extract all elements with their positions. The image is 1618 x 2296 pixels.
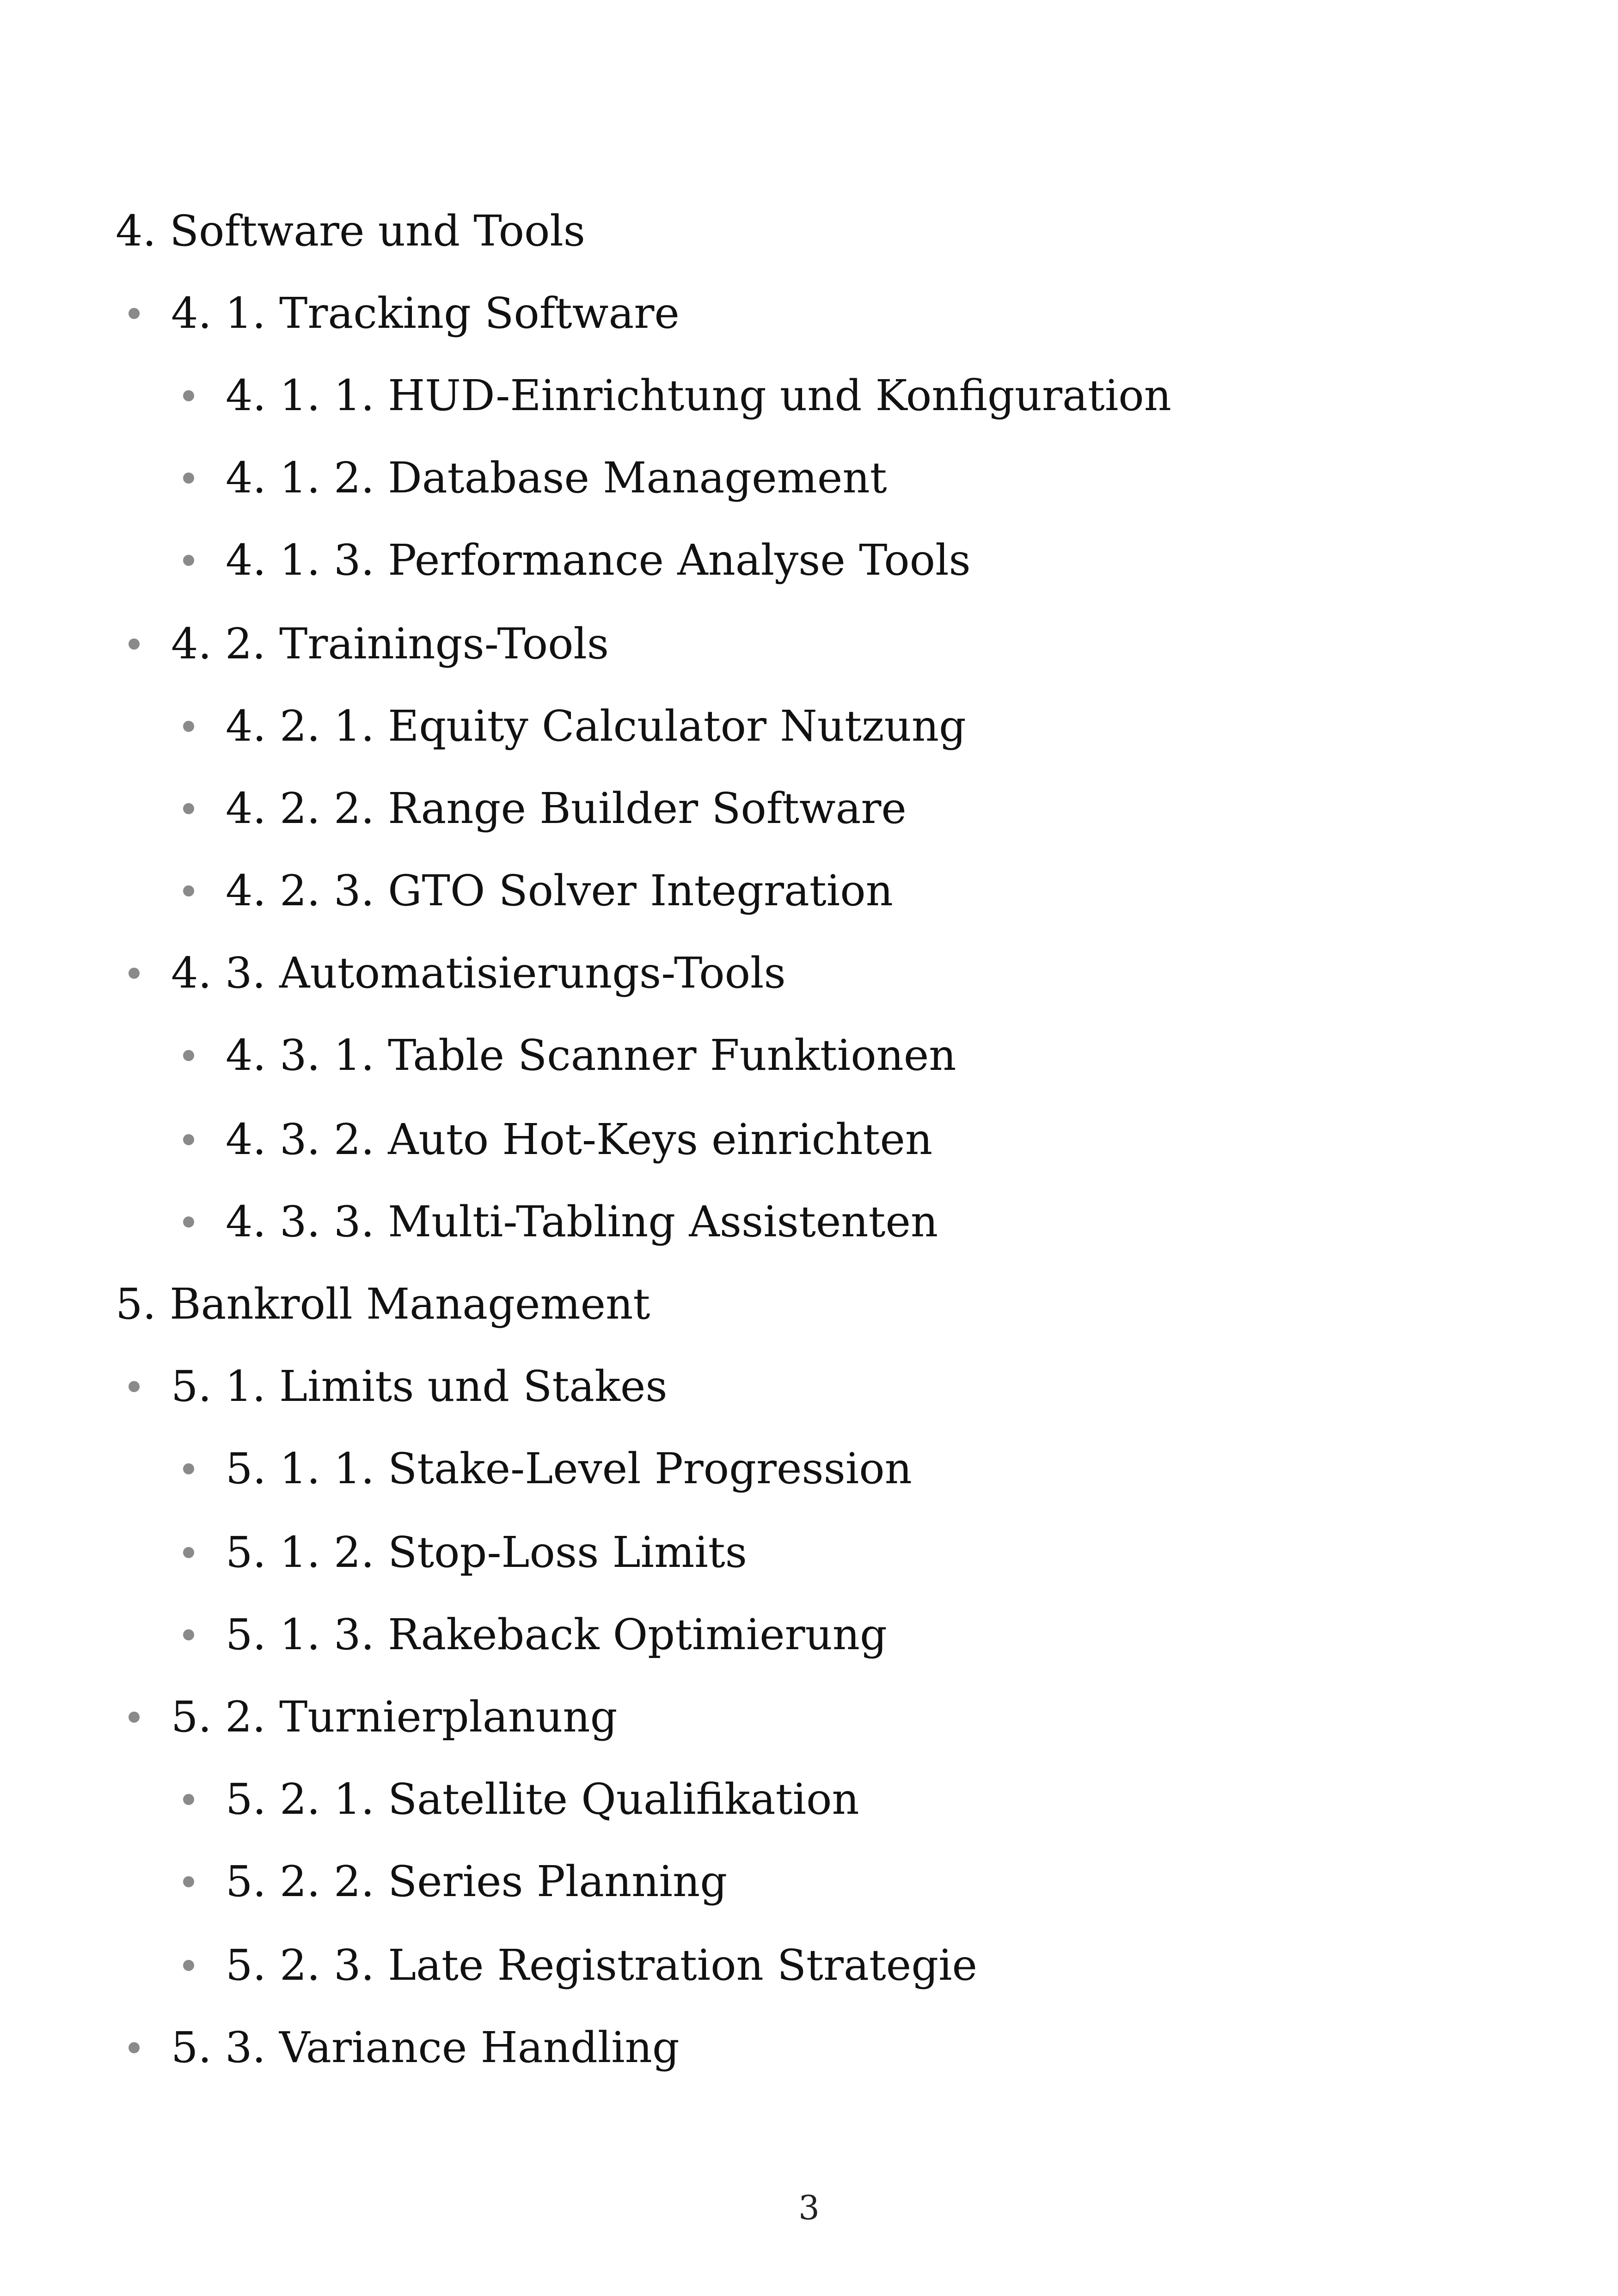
toc-entry-subsection	[226, 1105, 932, 1174]
bullet-icon	[183, 390, 194, 401]
bullet-icon	[129, 968, 140, 979]
bullet-icon	[183, 885, 194, 896]
toc-entry-text: 5. 1. 1. Stake-Level Progression	[226, 1444, 912, 1493]
toc-entry-text: 5. 3. Variance Handling	[171, 2023, 680, 2072]
toc-entry-text: 4. 2. Trainings-Tools	[171, 619, 609, 669]
toc-entry-subsection	[226, 1765, 859, 1834]
toc-entry-subsection	[226, 1021, 956, 1090]
bullet-icon	[183, 1629, 194, 1640]
toc-entry-text: 4. 2. 1. Equity Calculator Nutzung	[226, 701, 966, 751]
bullet-icon	[129, 1712, 140, 1723]
toc-entry-subsection	[226, 1931, 977, 2000]
bullet-icon	[129, 638, 140, 650]
toc-entry-chapter	[116, 1270, 650, 1339]
bullet-icon	[183, 1794, 194, 1805]
bullet-icon	[183, 803, 194, 814]
toc-entry-subsection	[226, 692, 966, 761]
toc-entry-text: 4. 3. 2. Auto Hot-Keys einrichten	[226, 1115, 933, 1164]
toc-entry-text: 4. 3. 1. Table Scanner Funktionen	[226, 1031, 956, 1080]
toc-entry-text: 4. 3. 3. Multi-Tabling Assistenten	[226, 1197, 938, 1246]
bullet-icon	[183, 473, 194, 484]
bullet-icon	[183, 1050, 194, 1061]
bullet-icon	[183, 721, 194, 732]
toc-entry-text: 4. 3. Automatisierungs-Tools	[171, 948, 786, 998]
toc-entry-subsection	[226, 1600, 887, 1670]
toc-entry-text: 4. 2. 2. Range Builder Software	[226, 784, 907, 833]
bullet-icon	[183, 1547, 194, 1558]
toc-entry-text: 4. 1. 2. Database Management	[226, 453, 887, 503]
bullet-icon	[183, 1134, 194, 1145]
toc-entry-subsection	[226, 526, 971, 595]
bullet-icon	[129, 1381, 140, 1392]
toc-entry-text: 4. 2. 3. GTO Solver Integration	[226, 866, 893, 915]
toc-entry-text: 4. Software und Tools	[116, 206, 585, 256]
bullet-icon	[129, 2042, 140, 2053]
toc-entry-text: 5. 1. Limits und Stakes	[171, 1362, 668, 1411]
toc-entry-subsection	[226, 1187, 938, 1257]
bullet-icon	[183, 1960, 194, 1971]
bullet-icon	[183, 1463, 194, 1474]
toc-entry-chapter	[116, 196, 585, 266]
bullet-icon	[183, 555, 194, 566]
toc-entry-subsection	[226, 361, 1171, 430]
toc-entry-text: 4. 1. 3. Performance Analyse Tools	[226, 535, 971, 585]
toc-entry-text: 5. 1. 3. Rakeback Optimierung	[226, 1610, 887, 1659]
toc-entry-subsection	[226, 1518, 747, 1587]
bullet-icon	[183, 1216, 194, 1228]
toc-entry-section	[171, 1352, 668, 1421]
toc-entry-subsection	[226, 1847, 727, 1916]
bullet-icon	[183, 1876, 194, 1887]
bullet-icon	[129, 308, 140, 319]
toc-entry-text: 5. 1. 2. Stop-Loss Limits	[226, 1528, 747, 1577]
toc-entry-text: 5. 2. 2. Series Planning	[226, 1857, 728, 1906]
toc-entry-text: 5. 2. 3. Late Registration Strategie	[226, 1940, 977, 1990]
toc-entry-text: 5. 2. 1. Satellite Qualifikation	[226, 1774, 859, 1824]
toc-entry-text: 4. 1. 1. HUD-Einrichtung und Konfiguration	[226, 371, 1171, 420]
page-number: 3	[798, 2188, 820, 2227]
toc-entry-text: 4. 1. Tracking Software	[171, 289, 680, 338]
toc-entry-section	[171, 939, 786, 1008]
toc-entry-text: 5. Bankroll Management	[116, 1279, 650, 1329]
toc-entry-text: 5. 2. Turnierplanung	[171, 1692, 618, 1742]
toc-entry-subsection	[226, 774, 907, 843]
toc-entry-subsection	[226, 1434, 912, 1504]
toc-entry-section	[171, 1682, 618, 1752]
toc-entry-section	[171, 2013, 680, 2082]
toc-entry-subsection	[226, 856, 893, 926]
toc-entry-section	[171, 609, 609, 679]
toc-entry-section	[171, 279, 680, 348]
toc-entry-subsection	[226, 443, 887, 513]
